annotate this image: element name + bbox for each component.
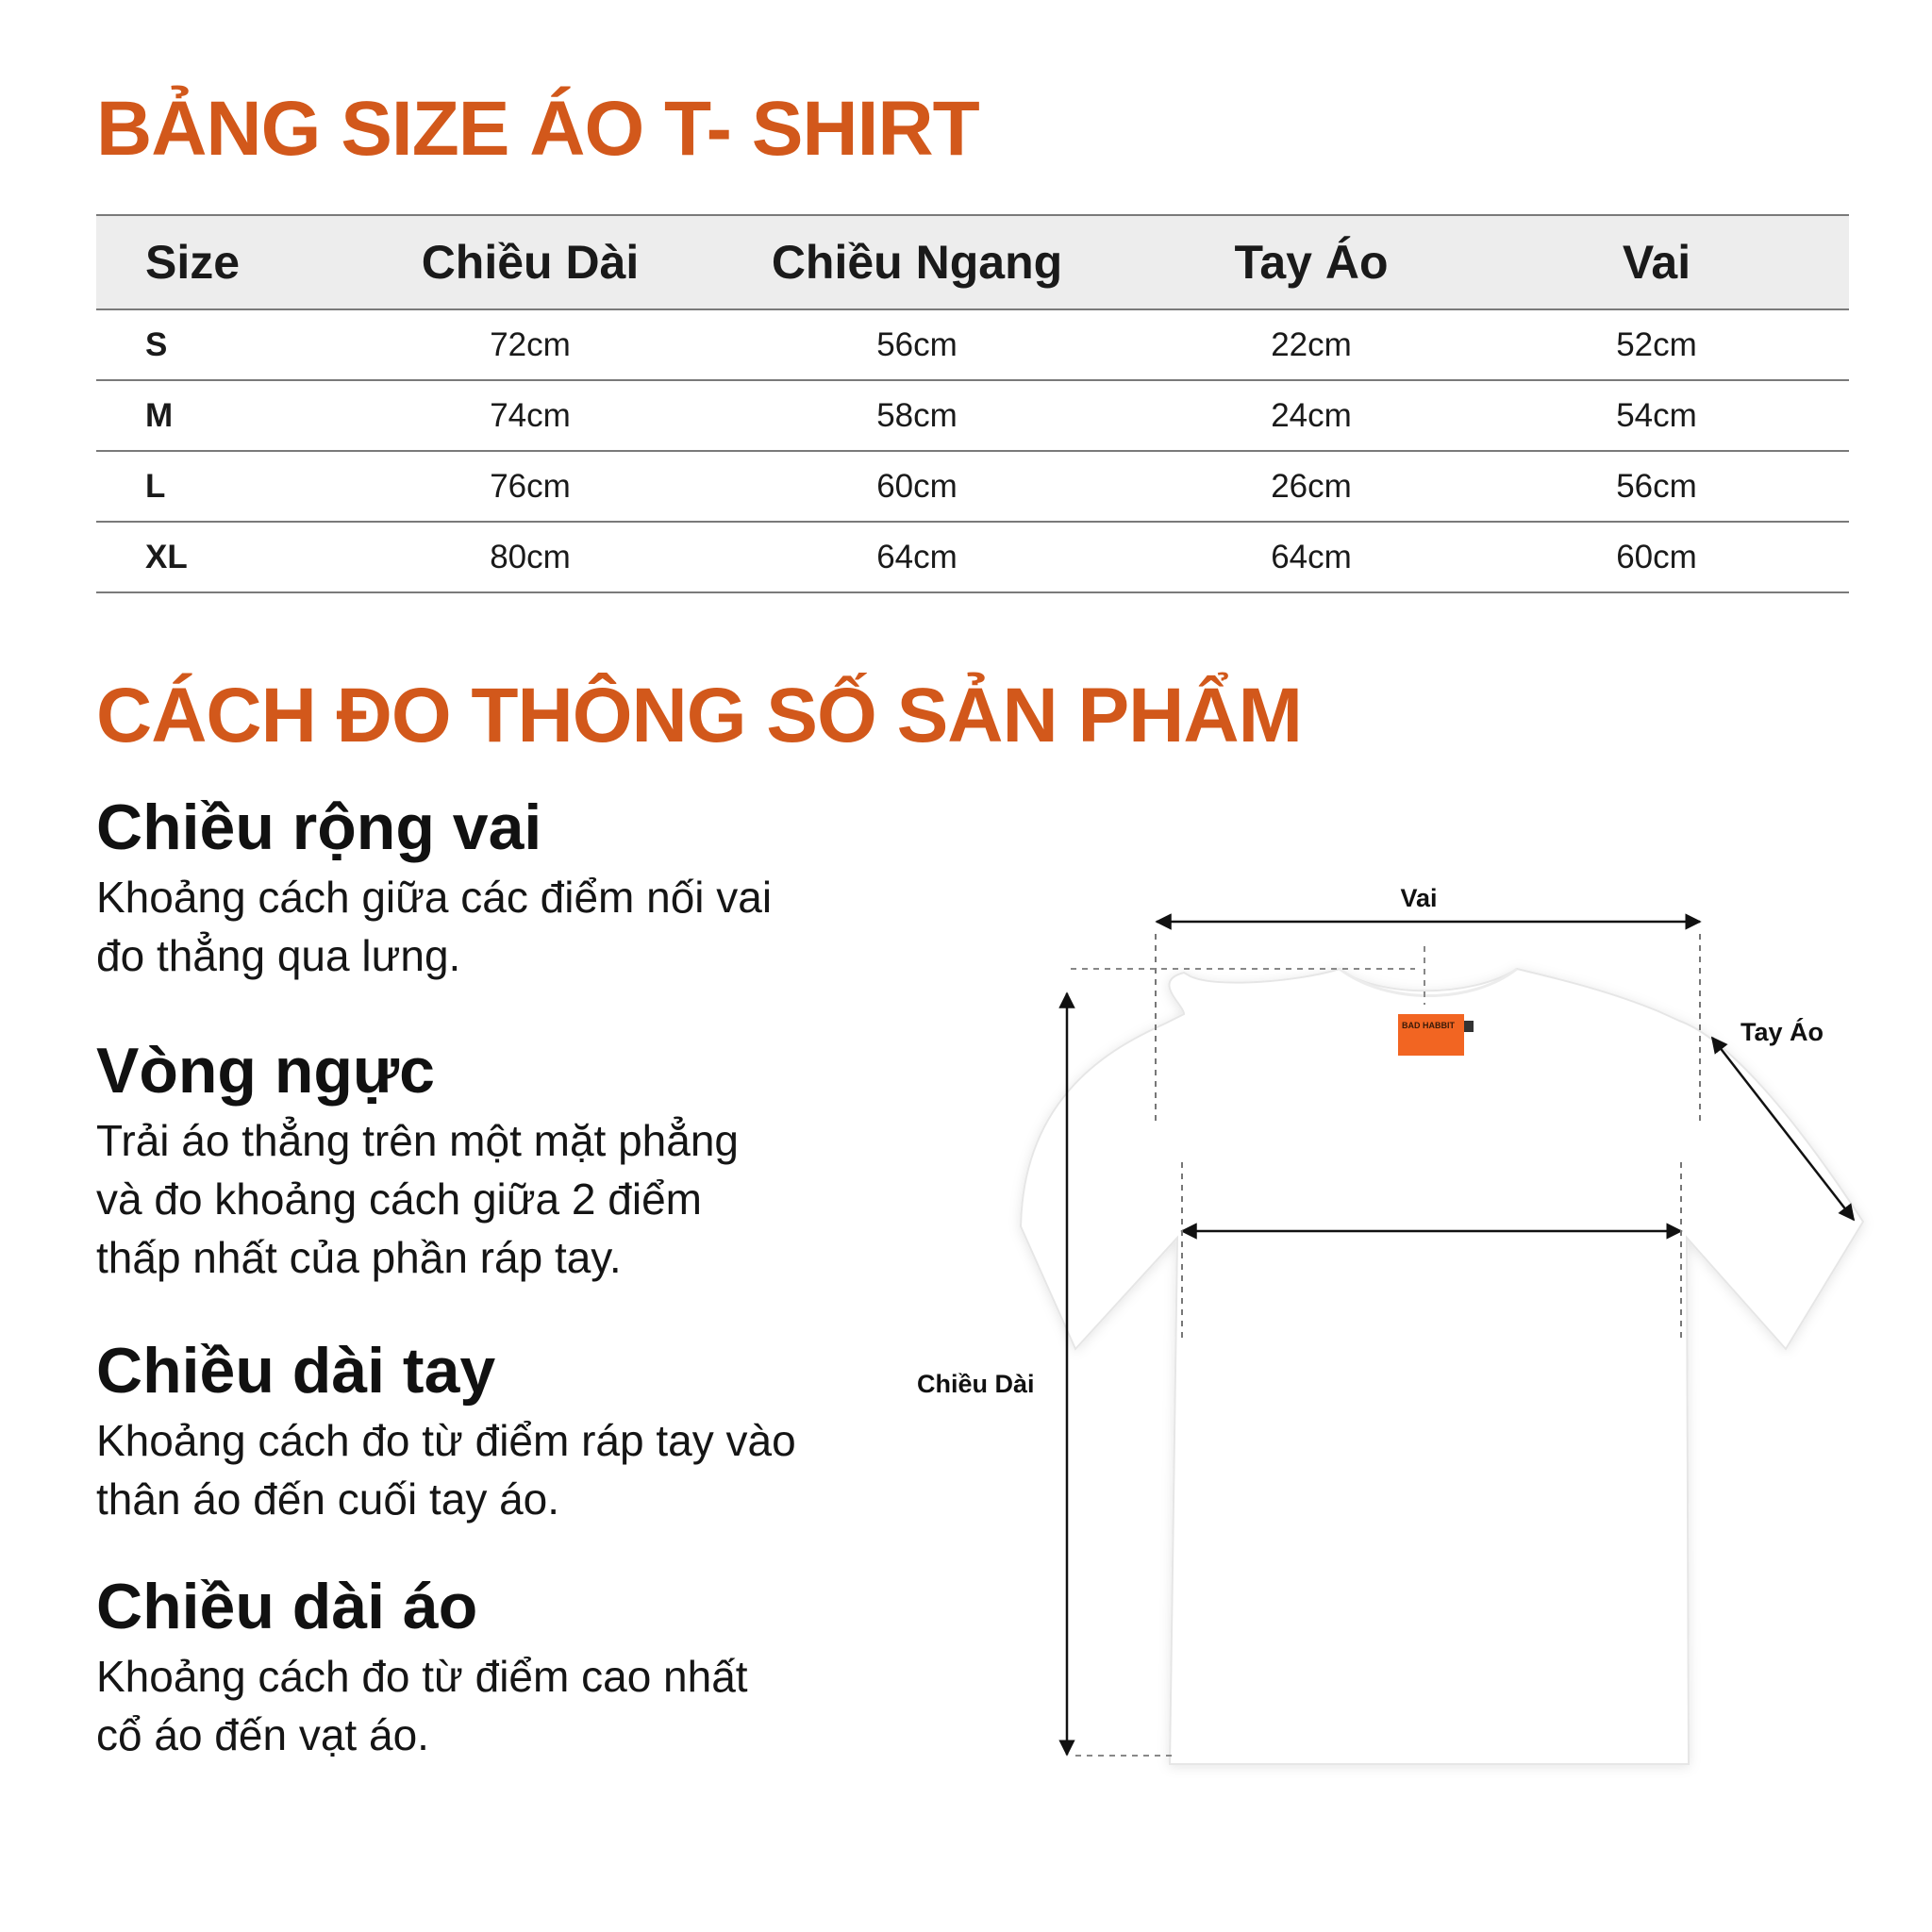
section-heading: Chiều dài tay <box>96 1335 496 1407</box>
header-size: Size <box>145 236 241 289</box>
cell-vai: 52cm <box>1616 325 1697 363</box>
cell-tay-ao: 24cm <box>1271 396 1352 434</box>
header-chieu-dai: Chiều Dài <box>421 236 640 289</box>
cell-chieu-dai: 72cm <box>490 325 571 363</box>
cell-vai: 56cm <box>1616 467 1697 505</box>
size-chart-title: BẢNG SIZE ÁO T- SHIRT <box>96 86 979 172</box>
description-line: thấp nhất của phần ráp tay. <box>96 1233 622 1283</box>
cell-chieu-ngang: 58cm <box>876 396 958 434</box>
label-chieu-dai: Chiều Dài <box>917 1370 1035 1398</box>
description-line: và đo khoảng cách giữa 2 điểm <box>96 1174 702 1224</box>
cell-chieu-ngang: 56cm <box>876 325 958 363</box>
cell-size: L <box>145 467 166 505</box>
cell-size: M <box>145 396 174 434</box>
cell-size: S <box>145 325 168 363</box>
description-line: Khoảng cách giữa các điểm nối vai <box>96 873 773 923</box>
section-heading: Chiều dài áo <box>96 1571 478 1642</box>
cell-chieu-dai: 76cm <box>490 467 571 505</box>
description-line: đo thẳng qua lưng. <box>96 931 461 981</box>
description-line: Khoảng cách đo từ điểm ráp tay vào <box>96 1416 796 1466</box>
cell-vai: 54cm <box>1616 396 1697 434</box>
header-chieu-ngang: Chiều Ngang <box>771 236 1063 289</box>
cell-tay-ao: 64cm <box>1271 538 1352 575</box>
section-heading: Chiều rộng vai <box>96 791 542 863</box>
brand-tag-text: BAD HABBIT <box>1402 1021 1455 1030</box>
cell-vai: 60cm <box>1616 538 1697 575</box>
label-vai: Vai <box>1400 884 1438 912</box>
cell-tay-ao: 22cm <box>1271 325 1352 363</box>
description-line: Trải áo thẳng trên một mặt phẳng <box>96 1116 740 1166</box>
header-tay-ao: Tay Áo <box>1234 236 1389 289</box>
cell-size: XL <box>145 538 188 575</box>
header-vai: Vai <box>1622 236 1691 289</box>
brand-tag-side <box>1464 1021 1474 1032</box>
cell-tay-ao: 26cm <box>1271 467 1352 505</box>
description-line: thân áo đến cuối tay áo. <box>96 1474 560 1524</box>
cell-chieu-ngang: 60cm <box>876 467 958 505</box>
description-line: cổ áo đến vạt áo. <box>96 1710 429 1760</box>
measure-guide-title: CÁCH ĐO THÔNG SỐ SẢN PHẨM <box>96 673 1302 758</box>
description-line: Khoảng cách đo từ điểm cao nhất <box>96 1652 748 1702</box>
label-tay-ao: Tay Áo <box>1740 1018 1824 1046</box>
section-heading: Vòng ngực <box>96 1035 435 1107</box>
cell-chieu-dai: 80cm <box>490 538 571 575</box>
tshirt-shape <box>1021 969 1863 1764</box>
cell-chieu-ngang: 64cm <box>876 538 958 575</box>
cell-chieu-dai: 74cm <box>490 396 571 434</box>
